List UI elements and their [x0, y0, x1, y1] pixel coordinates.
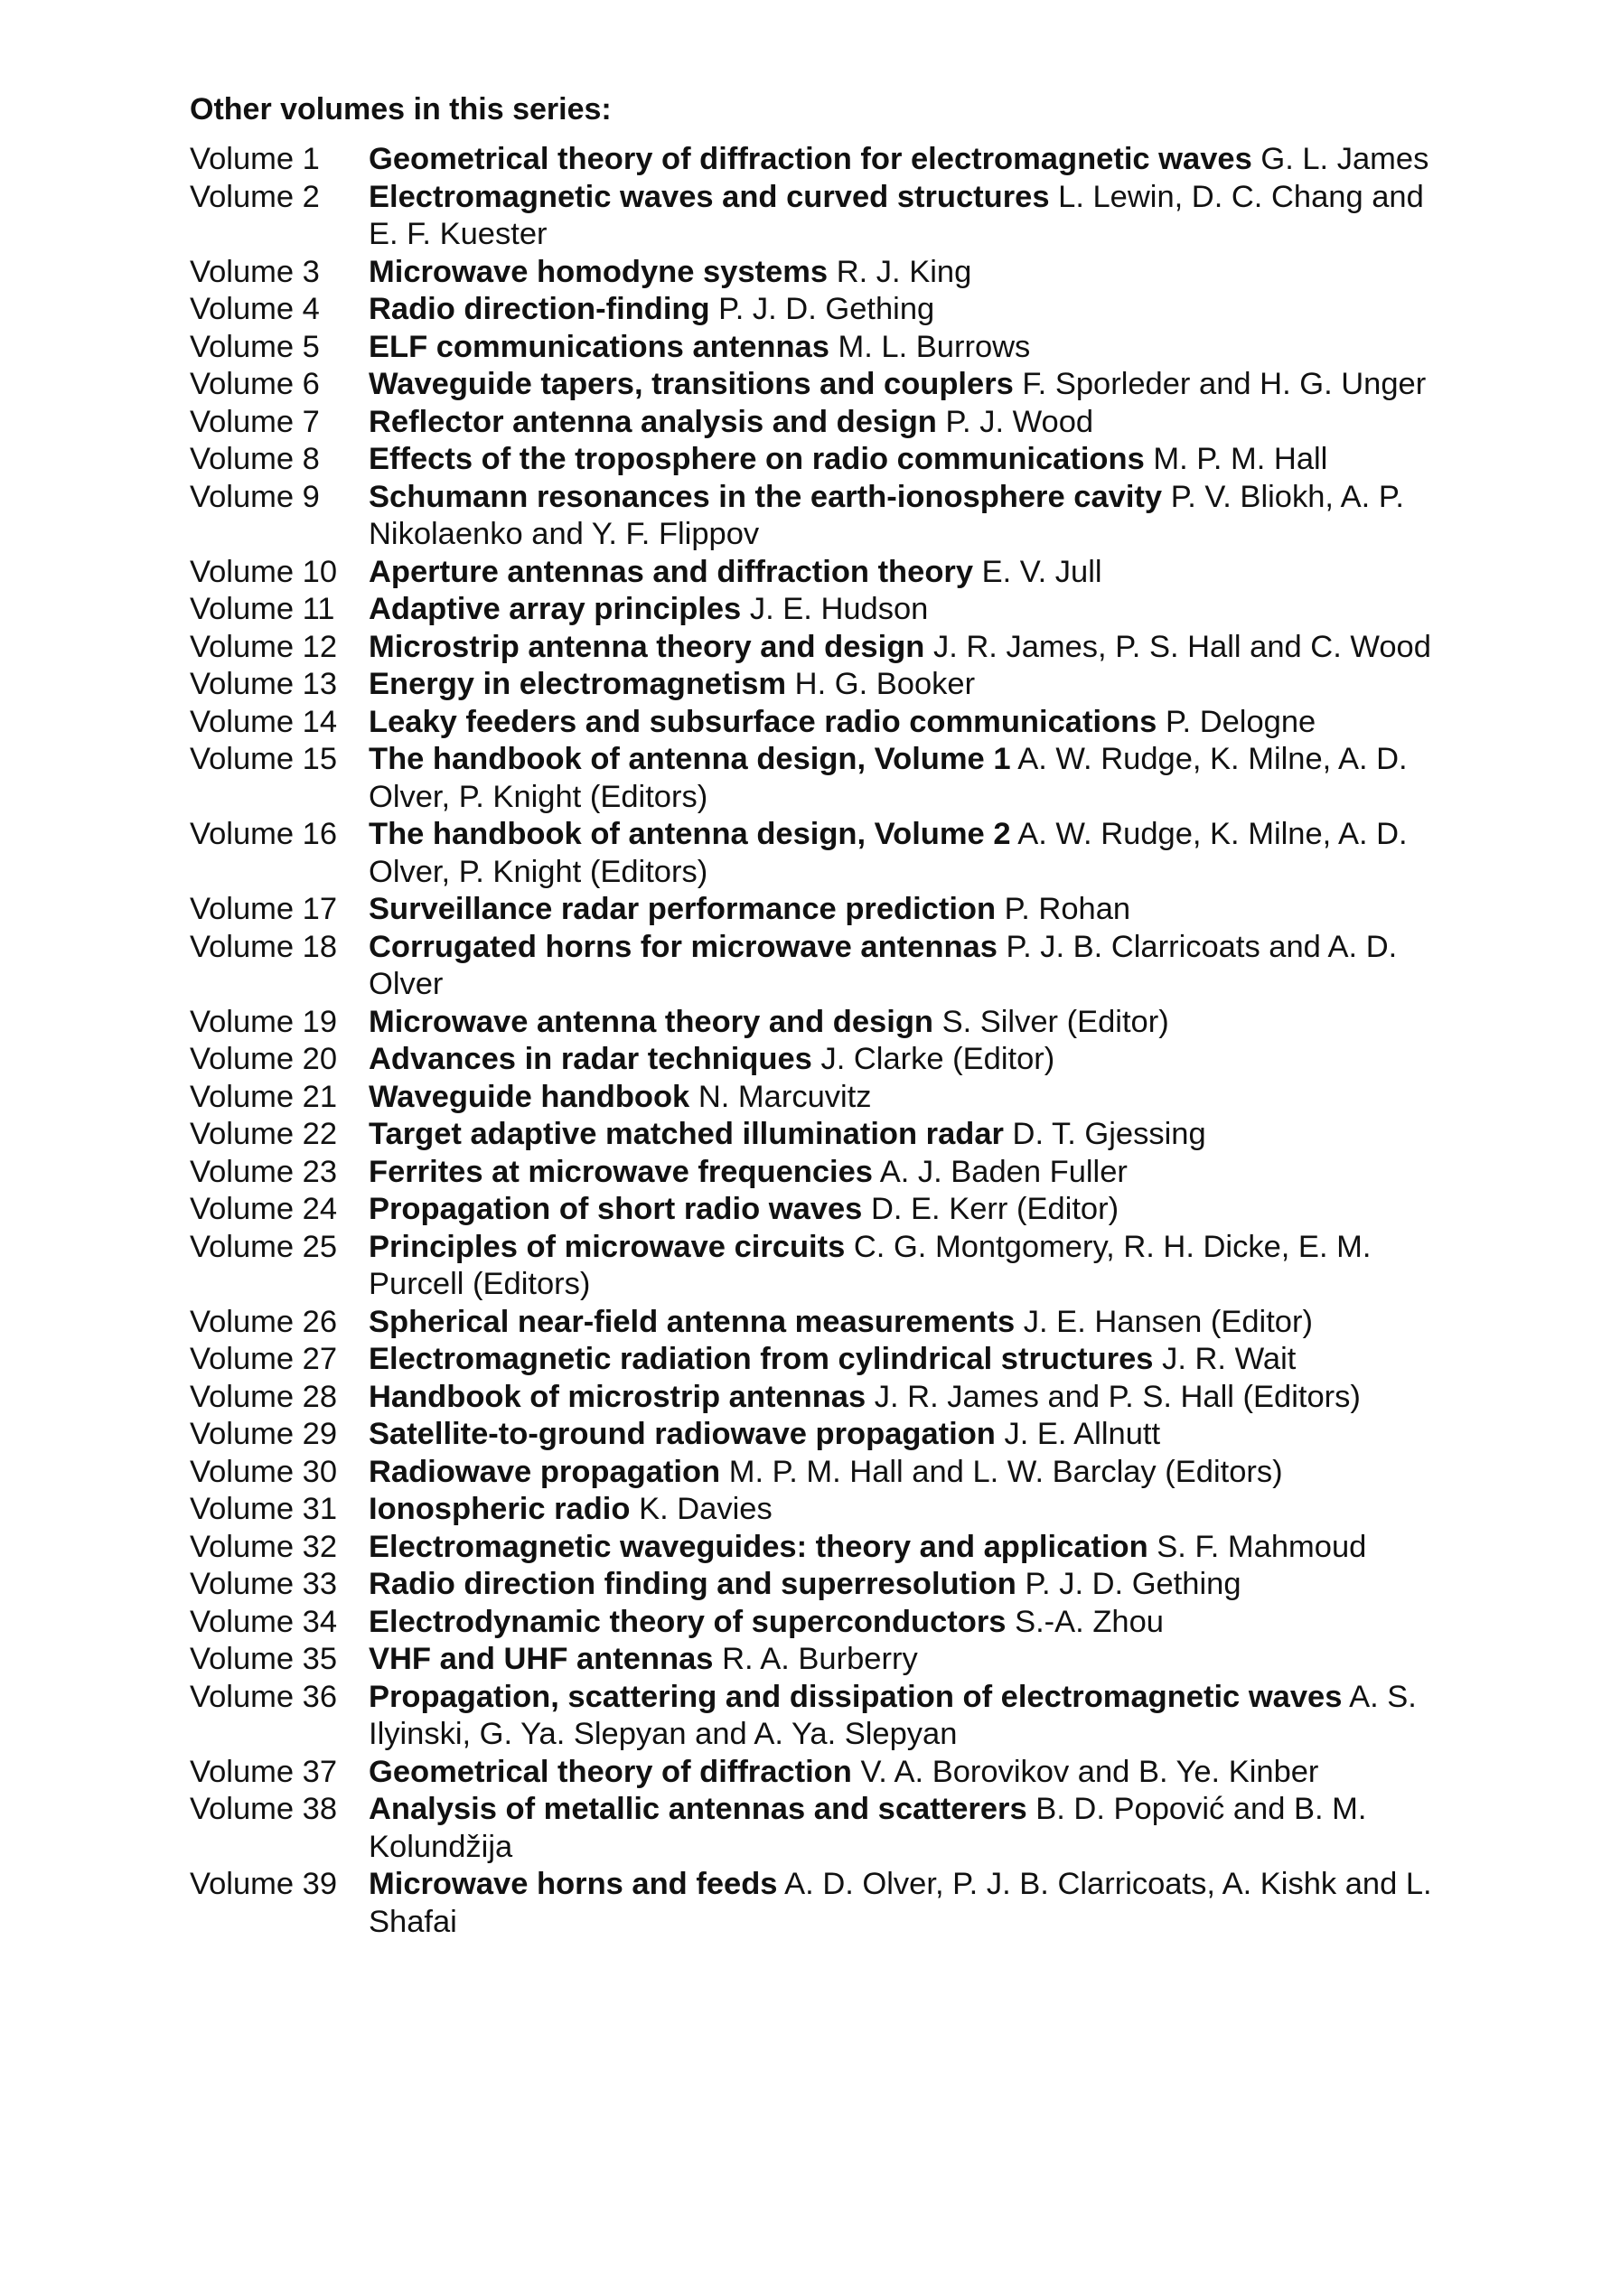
volume-description [369, 1416, 1455, 1454]
volume-description [369, 741, 1455, 816]
volume-entry [190, 816, 1455, 891]
volume-title: Effects of the troposphere on radio communications [369, 442, 1145, 476]
volume-description [369, 1454, 1455, 1492]
volume-authors: M. L. Burrows [838, 329, 1031, 364]
volume-description [369, 254, 1455, 292]
volume-title: Handbook of microstrip antennas [369, 1379, 866, 1414]
volume-title: Geometrical theory of diffraction for electromagnetic waves [369, 142, 1252, 176]
volume-description [369, 1491, 1455, 1529]
volume-description [369, 816, 1455, 891]
volume-authors: F. Sporleder and H. G. Unger [1022, 367, 1427, 401]
volume-authors: J. E. Hansen (Editor) [1023, 1304, 1313, 1339]
volume-entry [190, 1379, 1455, 1417]
volume-entry [190, 629, 1455, 667]
volume-title: Energy in electromagnetism [369, 667, 787, 701]
volume-description [369, 1866, 1455, 1941]
volume-entry [190, 1641, 1455, 1679]
volume-authors: P. V. Bliokh, A. P. Nikolaenko and Y. F. Flippov [369, 479, 1404, 551]
volume-authors: L. Lewin, D. C. Chang and E. F. Kuester [369, 179, 1424, 251]
volume-entry [190, 929, 1455, 1004]
volume-authors: E. V. Jull [981, 554, 1102, 589]
volume-entry [190, 141, 1455, 179]
volume-number: Volume 7 [190, 404, 320, 439]
volume-description [369, 1679, 1455, 1754]
volume-number: Volume 30 [190, 1454, 338, 1489]
volume-authors: H. G. Booker [794, 667, 976, 701]
volume-title: Microwave antenna theory and design [369, 1004, 933, 1039]
volume-number: Volume 20 [190, 1042, 338, 1076]
volume-number: Volume 35 [190, 1642, 338, 1676]
volume-description [369, 1004, 1455, 1042]
volume-number: Volume 26 [190, 1304, 338, 1339]
volume-entry [190, 179, 1455, 254]
volume-number: Volume 28 [190, 1379, 338, 1414]
volume-authors: J. R. James, P. S. Hall and C. Wood [932, 629, 1431, 664]
volume-list [190, 141, 1455, 1941]
volume-number: Volume 13 [190, 667, 338, 701]
volume-entry [190, 591, 1455, 629]
volume-description [369, 1379, 1455, 1417]
volume-title: Principles of microwave circuits [369, 1229, 846, 1264]
volume-description [369, 1341, 1455, 1379]
volume-number: Volume 5 [190, 329, 320, 364]
volume-description [369, 1529, 1455, 1567]
volume-title: Surveillance radar performance prediction [369, 892, 997, 926]
volume-authors: B. D. Popović and B. M. Kolundžija [369, 1792, 1367, 1864]
volume-number: Volume 9 [190, 479, 320, 514]
volume-description [369, 404, 1455, 442]
volume-authors: D. E. Kerr (Editor) [870, 1192, 1119, 1226]
volume-number: Volume 37 [190, 1754, 338, 1789]
volume-title: Electromagnetic waveguides: theory and application [369, 1529, 1148, 1564]
volume-authors: V. A. Borovikov and B. Ye. Kinber [860, 1754, 1319, 1789]
volume-description [369, 1641, 1455, 1679]
volume-authors: A. D. Olver, P. J. B. Clarricoats, A. Kishk and L. Shafai [369, 1867, 1432, 1939]
volume-number: Volume 11 [190, 592, 335, 626]
volume-description [369, 141, 1455, 179]
volume-number: Volume 33 [190, 1567, 338, 1601]
volume-number: Volume 17 [190, 892, 338, 926]
volume-title: Electromagnetic waves and curved structures [369, 179, 1050, 214]
volume-authors: J. R. Wait [1162, 1342, 1297, 1376]
volume-title: Schumann resonances in the earth-ionosphere cavity [369, 479, 1163, 514]
volume-description [369, 1791, 1455, 1866]
volume-authors: A. W. Rudge, K. Milne, A. D. Olver, P. Knight (Editors) [369, 817, 1408, 889]
volume-entry [190, 1154, 1455, 1192]
volume-title: The handbook of antenna design, Volume 2 [369, 817, 1011, 851]
volume-authors: P. Rohan [1004, 892, 1131, 926]
volume-entry [190, 1116, 1455, 1154]
volume-title: The handbook of antenna design, Volume 1 [369, 742, 1011, 776]
volume-number: Volume 34 [190, 1604, 338, 1639]
volume-entry [190, 704, 1455, 742]
volume-number: Volume 23 [190, 1154, 338, 1189]
volume-title: Electromagnetic radiation from cylindrical structures [369, 1342, 1154, 1376]
volume-number: Volume 19 [190, 1004, 338, 1039]
volume-authors: P. J. D. Gething [1025, 1567, 1241, 1601]
volume-description [369, 666, 1455, 704]
volume-authors: D. T. Gjessing [1012, 1117, 1206, 1151]
volume-description [369, 179, 1455, 254]
volume-title: Satellite-to-ground radiowave propagation [369, 1417, 996, 1451]
volume-entry [190, 404, 1455, 442]
volume-title: Microstrip antenna theory and design [369, 629, 925, 664]
volume-number: Volume 36 [190, 1679, 338, 1714]
volume-authors: A. J. Baden Fuller [879, 1154, 1128, 1189]
volume-authors: R. J. King [836, 254, 972, 289]
volume-title: Leaky feeders and subsurface radio communications [369, 704, 1157, 739]
volume-entry [190, 1866, 1455, 1941]
volume-description [369, 1154, 1455, 1192]
volume-authors: S. Silver (Editor) [941, 1004, 1169, 1039]
volume-entry [190, 1454, 1455, 1492]
volume-number: Volume 24 [190, 1192, 338, 1226]
volume-description [369, 1566, 1455, 1604]
volume-authors: N. Marcuvitz [698, 1079, 872, 1114]
volume-title: Target adaptive matched illumination radar [369, 1117, 1004, 1151]
volume-entry [190, 554, 1455, 592]
volume-entry [190, 891, 1455, 929]
volume-title: ELF communications antennas [369, 329, 829, 364]
volume-number: Volume 22 [190, 1117, 338, 1151]
volume-title: Ionospheric radio [369, 1492, 631, 1526]
volume-entry [190, 291, 1455, 329]
volume-number: Volume 12 [190, 629, 338, 664]
volume-authors: J. Clarke (Editor) [820, 1042, 1055, 1076]
volume-description [369, 1229, 1455, 1304]
volume-entry [190, 366, 1455, 404]
volume-description [369, 1754, 1455, 1792]
volume-description [369, 441, 1455, 479]
volume-description [369, 1079, 1455, 1117]
volume-title: Electrodynamic theory of superconductors [369, 1604, 1007, 1639]
volume-description [369, 629, 1455, 667]
volume-number: Volume 25 [190, 1229, 338, 1264]
volume-title: Advances in radar techniques [369, 1042, 812, 1076]
volume-title: Reflector antenna analysis and design [369, 404, 937, 439]
volume-description [369, 479, 1455, 554]
volume-title: Adaptive array principles [369, 592, 742, 626]
volume-title: Aperture antennas and diffraction theory [369, 554, 974, 589]
volume-number: Volume 8 [190, 442, 320, 476]
volume-entry [190, 1491, 1455, 1529]
volume-title: Radio direction-finding [369, 292, 710, 326]
volume-description [369, 891, 1455, 929]
volume-number: Volume 39 [190, 1867, 338, 1901]
volume-number: Volume 18 [190, 929, 338, 964]
volume-number: Volume 38 [190, 1792, 338, 1826]
volume-entry [190, 1416, 1455, 1454]
volume-entry [190, 254, 1455, 292]
volume-authors: C. G. Montgomery, R. H. Dicke, E. M. Purcell (Editors) [369, 1229, 1372, 1301]
volume-authors: P. J. D. Gething [718, 292, 935, 326]
volume-title: Microwave homodyne systems [369, 254, 829, 289]
volume-description [369, 1304, 1455, 1342]
volume-authors: K. Davies [639, 1492, 773, 1526]
volume-authors: J. E. Allnutt [1004, 1417, 1161, 1451]
volume-description [369, 1116, 1455, 1154]
volume-number: Volume 1 [190, 142, 320, 176]
volume-description [369, 704, 1455, 742]
volume-entry [190, 741, 1455, 816]
volume-entry [190, 1304, 1455, 1342]
series-heading: Other volumes in this series: [190, 92, 612, 127]
volume-authors: P. J. B. Clarricoats and A. D. Olver [369, 929, 1398, 1001]
volume-title: Propagation of short radio waves [369, 1192, 863, 1226]
volume-authors: A. W. Rudge, K. Milne, A. D. Olver, P. Knight (Editors) [369, 742, 1408, 814]
volume-authors: R. A. Burberry [722, 1642, 918, 1676]
volume-number: Volume 21 [190, 1079, 338, 1114]
volume-number: Volume 4 [190, 292, 320, 326]
volume-entry [190, 479, 1455, 554]
volume-entry [190, 1566, 1455, 1604]
volume-number: Volume 15 [190, 742, 338, 776]
volume-description [369, 591, 1455, 629]
volume-title: Analysis of metallic antennas and scatterers [369, 1792, 1027, 1826]
volume-number: Volume 2 [190, 179, 320, 214]
volume-description [369, 291, 1455, 329]
volume-entry [190, 1754, 1455, 1792]
volume-number: Volume 6 [190, 367, 320, 401]
volume-number: Volume 16 [190, 817, 338, 851]
volume-description [369, 366, 1455, 404]
volume-number: Volume 14 [190, 704, 338, 739]
volume-authors: M. P. M. Hall and L. W. Barclay (Editors) [728, 1454, 1283, 1489]
volume-entry [190, 1079, 1455, 1117]
volume-number: Volume 3 [190, 254, 320, 289]
volume-entry [190, 1191, 1455, 1229]
volume-title: Waveguide tapers, transitions and couplers [369, 367, 1014, 401]
volume-entry [190, 1041, 1455, 1079]
volume-entry [190, 441, 1455, 479]
volume-description [369, 1604, 1455, 1642]
volume-entry [190, 1004, 1455, 1042]
volume-entry [190, 1229, 1455, 1304]
volume-title: Radiowave propagation [369, 1454, 721, 1489]
volume-title: Ferrites at microwave frequencies [369, 1154, 873, 1189]
series-list-page [190, 90, 1455, 1941]
volume-description [369, 1191, 1455, 1229]
volume-entry [190, 1529, 1455, 1567]
volume-entry [190, 666, 1455, 704]
volume-authors: S.-A. Zhou [1015, 1604, 1164, 1639]
volume-title: Microwave horns and feeds [369, 1867, 778, 1901]
volume-number: Volume 10 [190, 554, 338, 589]
volume-entry [190, 1604, 1455, 1642]
volume-title: VHF and UHF antennas [369, 1642, 714, 1676]
volume-authors: G. L. James [1260, 142, 1429, 176]
volume-number: Volume 29 [190, 1417, 338, 1451]
volume-entry [190, 1791, 1455, 1866]
volume-description [369, 1041, 1455, 1079]
volume-description [369, 554, 1455, 592]
volume-authors: P. J. Wood [945, 404, 1094, 439]
volume-title: Radio direction finding and superresolution [369, 1567, 1016, 1601]
volume-number: Volume 31 [190, 1492, 338, 1526]
volume-entry [190, 1341, 1455, 1379]
volume-title: Spherical near-field antenna measurements [369, 1304, 1016, 1339]
volume-authors: P. Delogne [1165, 704, 1316, 739]
volume-entry [190, 1679, 1455, 1754]
volume-description [369, 929, 1455, 1004]
volume-number: Volume 32 [190, 1529, 338, 1564]
volume-entry [190, 329, 1455, 367]
volume-title: Propagation, scattering and dissipation of electromagnetic waves [369, 1679, 1343, 1714]
volume-title: Corrugated horns for microwave antennas [369, 929, 998, 964]
volume-number: Volume 27 [190, 1342, 338, 1376]
volume-authors: A. S. Ilyinski, G. Ya. Slepyan and A. Ya. Slepyan [369, 1679, 1417, 1751]
volume-title: Geometrical theory of diffraction [369, 1754, 852, 1789]
volume-authors: M. P. M. Hall [1153, 442, 1328, 476]
volume-authors: J. E. Hudson [749, 592, 929, 626]
volume-title: Waveguide handbook [369, 1079, 690, 1114]
volume-description [369, 329, 1455, 367]
volume-authors: S. F. Mahmoud [1157, 1529, 1367, 1564]
volume-authors: J. R. James and P. S. Hall (Editors) [874, 1379, 1361, 1414]
